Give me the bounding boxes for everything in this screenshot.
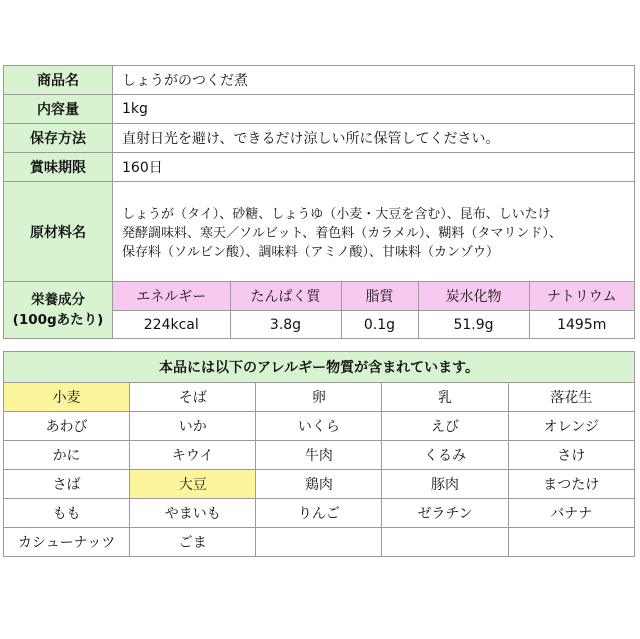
nutrition-value-row	[113, 311, 634, 339]
allergy-row	[4, 383, 635, 412]
allergy-row	[4, 499, 635, 528]
nutrition-value-carbs: 51.9g	[418, 311, 529, 339]
allergen-cell: いか	[130, 412, 256, 441]
nutrition-table-cell	[113, 282, 635, 339]
nutrition-value-fat: 0.1g	[341, 311, 418, 339]
nutrition-label-line2: (100gあたり)	[12, 312, 104, 328]
nutrition-value-protein: 3.8g	[230, 311, 341, 339]
product-info-sheet	[3, 65, 635, 339]
allergen-empty-cell	[382, 528, 508, 557]
allergy-table	[3, 351, 635, 557]
volume-row	[4, 95, 635, 124]
nutrition-header-row	[113, 282, 634, 311]
nutrition-row	[4, 282, 635, 339]
product-name-row	[4, 66, 635, 95]
storage-value: 直射日光を避け、できるだけ涼しい所に保管してください。	[113, 124, 635, 153]
nutrition-label	[4, 282, 113, 339]
allergen-cell: オレンジ	[508, 412, 634, 441]
shelf-life-label: 賞味期限	[4, 153, 113, 182]
allergy-grid	[4, 383, 635, 557]
nutrition-value-sodium: 1495m	[529, 311, 634, 339]
nutrition-table	[113, 282, 634, 338]
allergen-cell: かに	[4, 441, 130, 470]
allergen-cell: まつたけ	[508, 470, 634, 499]
allergen-cell: くるみ	[382, 441, 508, 470]
nutrition-header-carbs: 炭水化物	[418, 282, 529, 311]
allergen-cell: もも	[4, 499, 130, 528]
allergy-header-row	[4, 352, 635, 383]
ingredients-row	[4, 182, 635, 282]
allergen-cell: バナナ	[508, 499, 634, 528]
product-name-label: 商品名	[4, 66, 113, 95]
allergy-row	[4, 412, 635, 441]
nutrition-header-energy: エネルギー	[113, 282, 230, 311]
allergen-cell: 豚肉	[382, 470, 508, 499]
allergen-cell: さば	[4, 470, 130, 499]
allergen-cell: いくら	[256, 412, 382, 441]
volume-value: 1kg	[113, 95, 635, 124]
nutrition-header-fat: 脂質	[341, 282, 418, 311]
storage-row	[4, 124, 635, 153]
allergen-cell: やまいも	[130, 499, 256, 528]
allergen-cell: えび	[382, 412, 508, 441]
allergen-cell: 大豆	[130, 470, 256, 499]
allergy-row	[4, 441, 635, 470]
ingredients-line: 発酵調味料、寒天／ソルビット、着色料（カラメル）、糊料（タマリンド）、	[122, 226, 562, 241]
volume-label: 内容量	[4, 95, 113, 124]
allergy-title: 本品には以下のアレルギー物質が含まれています。	[4, 352, 635, 383]
product-name-value: しょうがのつくだ煮	[113, 66, 635, 95]
allergen-empty-cell	[256, 528, 382, 557]
allergen-cell: そば	[130, 383, 256, 412]
allergen-cell: 落花生	[508, 383, 634, 412]
nutrition-header-sodium: ナトリウム	[529, 282, 634, 311]
ingredients-line: しょうが（タイ）、砂糖、しょうゆ（小麦・大豆を含む）、昆布、しいたけ	[122, 207, 551, 222]
nutrition-value-energy: 224kcal	[143, 316, 199, 333]
shelf-life-row	[4, 153, 635, 182]
allergen-cell: 卵	[256, 383, 382, 412]
shelf-life-value: 160日	[113, 153, 635, 182]
allergen-cell: 小麦	[4, 383, 130, 412]
allergen-cell: ごま	[130, 528, 256, 557]
allergen-cell: あわび	[4, 412, 130, 441]
allergen-cell: さけ	[508, 441, 634, 470]
ingredients-label: 原材料名	[4, 182, 113, 282]
allergy-row	[4, 528, 635, 557]
allergen-cell: 鶏肉	[256, 470, 382, 499]
nutrition-header-protein: たんぱく質	[230, 282, 341, 311]
ingredients-line: 保存料（ソルビン酸）、調味料（アミノ酸）、甘味料（カンゾウ）	[122, 245, 500, 260]
allergen-cell: 乳	[382, 383, 508, 412]
allergen-cell: キウイ	[130, 441, 256, 470]
storage-label: 保存方法	[4, 124, 113, 153]
allergen-cell: りんご	[256, 499, 382, 528]
allergy-row	[4, 470, 635, 499]
allergen-cell: 牛肉	[256, 441, 382, 470]
allergen-empty-cell	[508, 528, 634, 557]
nutrition-label-line1: 栄養成分	[31, 292, 85, 308]
allergen-cell: カシューナッツ	[4, 528, 130, 557]
product-info-table	[3, 65, 635, 339]
allergen-cell: ゼラチン	[382, 499, 508, 528]
ingredients-value	[113, 182, 635, 282]
